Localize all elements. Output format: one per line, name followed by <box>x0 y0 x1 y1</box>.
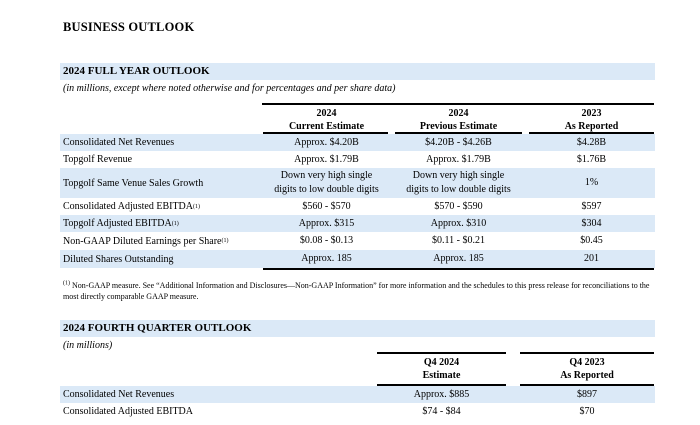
cell-2023: $1.76B <box>576 153 607 165</box>
cell-current: $560 - $570 <box>302 200 351 212</box>
table-row <box>60 403 655 420</box>
fy-section-title: 2024 FULL YEAR OUTLOOK <box>63 65 210 77</box>
table-row <box>60 386 655 403</box>
fy-header-2023-label: As Reported <box>564 121 619 132</box>
cell-current: Approx. $1.79B <box>294 153 359 165</box>
cell-previous: $570 - $590 <box>434 200 483 212</box>
fy-header-top-rule <box>262 103 654 105</box>
footnote-marker: (1) <box>63 280 70 287</box>
cell-2023: $597 <box>581 200 602 212</box>
row-label: Consolidated Net Revenues <box>63 389 175 400</box>
fy-header-current <box>263 107 390 133</box>
cell-q4-2023: $897 <box>577 388 597 400</box>
q4-header-2024 <box>377 356 506 382</box>
fy-subtitle: (in millions, except where noted otherwise and for percentages and per share data) <box>63 83 396 94</box>
row-label: Diluted Shares Outstanding <box>63 253 174 265</box>
cell-previous: $4.20B - $4.26B <box>425 136 492 148</box>
row-label-text: Topgolf Adjusted EBITDA <box>63 218 172 229</box>
cell-2023: $0.45 <box>580 235 603 246</box>
q4-section-title: 2024 FOURTH QUARTER OUTLOOK <box>63 322 252 334</box>
fy-header-previous-label: Previous Estimate <box>419 121 498 132</box>
fy-section-band <box>60 63 655 80</box>
row-label: Non-GAAP Diluted Earnings per Share (1) <box>63 235 229 247</box>
q4-header-2023-line1: Q4 2023 <box>569 357 605 368</box>
row-label: Topgolf Same Venue Sales Growth <box>63 177 204 189</box>
table-row <box>60 151 655 168</box>
cell-2023: 1% <box>584 177 599 188</box>
row-label: Consolidated Net Revenues <box>63 137 175 148</box>
cell-2023: $304 <box>581 217 602 229</box>
cell-current: Approx. $4.20B <box>294 136 359 148</box>
table-row <box>60 134 655 151</box>
q4-header-2023 <box>520 356 654 382</box>
footnote-text: Non-GAAP measure. See “Additional Information and Disclosures—Non-GAAP Information” for more information and the schedules to this press release for reconciliations to the most directly comparable GAAP measure. <box>63 281 650 301</box>
cell-previous: $0.11 - $0.21 <box>432 235 485 246</box>
row-label: Consolidated Adjusted EBITDA <box>63 406 193 417</box>
fy-header-previous <box>395 107 522 133</box>
page-title: BUSINESS OUTLOOK <box>63 20 195 34</box>
table-row <box>60 250 655 268</box>
table-row <box>60 232 655 250</box>
fy-header-2023-year: 2023 <box>581 108 602 119</box>
cell-previous: Approx. $1.79B <box>426 153 491 165</box>
row-label: Consolidated Adjusted EBITDA (1) <box>63 201 200 212</box>
row-label-text: Non-GAAP Diluted Earnings per Share <box>63 235 222 247</box>
table-row <box>60 215 655 232</box>
cell-2023: $4.28B <box>576 136 607 148</box>
row-label: Topgolf Revenue <box>63 154 133 165</box>
q4-header-2024-line1: Q4 2024 <box>423 357 460 368</box>
row-label-text: Consolidated Adjusted EBITDA <box>63 201 193 212</box>
footnote <box>63 280 653 302</box>
q4-col2-top-rule <box>520 352 654 354</box>
cell-q4-2024: $74 - $84 <box>422 405 461 417</box>
cell-current: Approx. $315 <box>298 217 355 229</box>
fy-bottom-rule <box>263 268 654 270</box>
cell-current: $0.08 - $0.13 <box>299 235 354 246</box>
row-label: Topgolf Adjusted EBITDA (1) <box>63 218 179 229</box>
cell-previous: Approx. $310 <box>430 217 487 229</box>
q4-header-2023-line2: As Reported <box>560 370 614 381</box>
fy-header-previous-year: 2024 <box>448 108 469 119</box>
table-row <box>60 198 655 215</box>
cell-current: Approx. 185 <box>301 253 352 264</box>
fy-header-2023 <box>529 107 654 133</box>
cell-q4-2023: $70 <box>579 405 595 417</box>
cell-previous: Down very high single digits to low double digits <box>406 170 511 195</box>
cell-q4-2024: Approx. $885 <box>413 388 470 400</box>
cell-2023: 201 <box>584 253 599 264</box>
fy-header-current-label: Current Estimate <box>288 121 365 132</box>
cell-current: Down very high single digits to low double digits <box>274 170 379 195</box>
cell-previous: Approx. 185 <box>433 253 484 264</box>
table-row <box>60 168 655 198</box>
q4-header-2024-line2: Estimate <box>422 370 461 381</box>
q4-col1-top-rule <box>377 352 506 354</box>
q4-subtitle: (in millions) <box>63 340 113 351</box>
q4-section-band <box>60 320 655 337</box>
fy-header-current-year: 2024 <box>316 108 337 119</box>
